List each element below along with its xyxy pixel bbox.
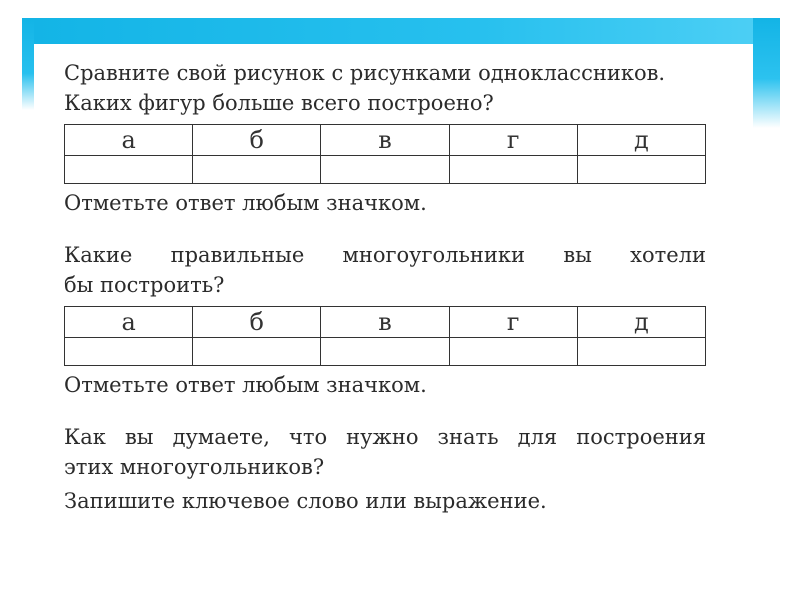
- answer-table-1: [64, 124, 706, 184]
- table-header-cell: в: [321, 125, 449, 156]
- answer-cell[interactable]: [577, 156, 705, 184]
- table-header-cell: б: [193, 125, 321, 156]
- question-2-line-2: бы построить?: [64, 273, 225, 297]
- slide-frame-left: [22, 18, 34, 110]
- slide-frame-right: [753, 18, 780, 128]
- worksheet: [64, 58, 706, 516]
- table-header-row: [65, 125, 706, 156]
- table-header-cell: б: [193, 307, 321, 338]
- question-1-line-2: Каких фигур больше всего построено?: [64, 91, 494, 115]
- answer-cell[interactable]: [577, 338, 705, 366]
- answer-cell[interactable]: [65, 156, 193, 184]
- table-header-cell: д: [577, 125, 705, 156]
- question-3-line-2: этих многоугольников?: [64, 455, 325, 479]
- table-header-cell: в: [321, 307, 449, 338]
- answer-cell[interactable]: [449, 156, 577, 184]
- table-answer-row: [65, 156, 706, 184]
- table-header-cell: г: [449, 307, 577, 338]
- instruction-note-1: Отметьте ответ любым значком.: [64, 191, 427, 215]
- answer-cell[interactable]: [65, 338, 193, 366]
- answer-table-2: [64, 306, 706, 366]
- answer-cell[interactable]: [193, 156, 321, 184]
- question-3-line-3: Запишите ключевое слово или выражение.: [64, 489, 547, 513]
- answer-cell[interactable]: [321, 156, 449, 184]
- question-1-line-1: Сравните свой рисунок с рисунками одноклассников.: [64, 61, 666, 85]
- table-header-cell: д: [577, 307, 705, 338]
- slide-frame-top: [22, 18, 780, 44]
- answer-cell[interactable]: [449, 338, 577, 366]
- question-2-line-1: Какие правильные многоугольники вы хотели: [64, 243, 706, 267]
- answer-cell[interactable]: [193, 338, 321, 366]
- question-3-line-1: Как вы думаете, что нужно знать для построения: [64, 425, 706, 449]
- table-header-cell: а: [65, 307, 193, 338]
- answer-cell[interactable]: [321, 338, 449, 366]
- table-header-cell: г: [449, 125, 577, 156]
- table-header-row: [65, 307, 706, 338]
- instruction-note-2: Отметьте ответ любым значком.: [64, 373, 427, 397]
- table-answer-row: [65, 338, 706, 366]
- table-header-cell: а: [65, 125, 193, 156]
